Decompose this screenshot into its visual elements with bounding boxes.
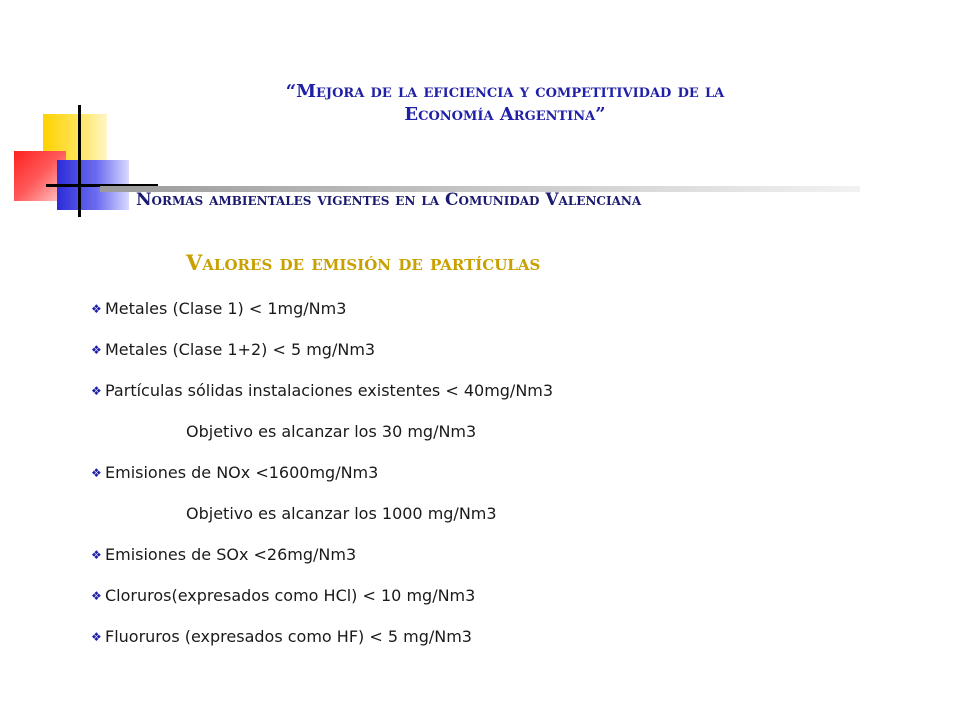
emission-list: [91, 297, 553, 666]
list-item: [91, 543, 553, 584]
list-item: [91, 379, 553, 420]
diamond-bullet-icon: ❖: [91, 343, 102, 357]
section-title: Normas ambientales vigentes en la Comunidad Valenciana: [136, 190, 642, 210]
diamond-bullet-icon: ❖: [91, 548, 102, 562]
slide-title: [150, 80, 860, 126]
diamond-bullet-icon: ❖: [91, 630, 102, 644]
diamond-bullet-icon: ❖: [91, 302, 102, 316]
list-item: [91, 461, 553, 502]
list-item: [91, 625, 553, 666]
list-item-text: Objetivo es alcanzar los 1000 mg/Nm3: [186, 504, 497, 523]
list-item: [91, 297, 553, 338]
slide-title-line2: Economía Argentina”: [404, 104, 606, 125]
list-item-text: Metales (Clase 1) < 1mg/Nm3: [105, 299, 347, 318]
list-item-text: Cloruros(expresados como HCl) < 10 mg/Nm3: [105, 586, 476, 605]
list-item: [91, 584, 553, 625]
list-item-note: [91, 420, 553, 461]
list-item-text: Objetivo es alcanzar los 30 mg/Nm3: [186, 422, 477, 441]
list-item-note: [91, 502, 553, 543]
vertical-line: [78, 105, 81, 217]
diamond-bullet-icon: ❖: [91, 589, 102, 603]
list-item: [91, 338, 553, 379]
list-item-text: Fluoruros (expresados como HF) < 5 mg/Nm3: [105, 627, 472, 646]
list-item-text: Metales (Clase 1+2) < 5 mg/Nm3: [105, 340, 376, 359]
subtitle: Valores de emisión de partículas: [186, 250, 541, 275]
slide-title-line1: “Mejora de la eficiencia y competitividad de la: [285, 81, 725, 102]
list-item-text: Emisiones de NOx <1600mg/Nm3: [105, 463, 379, 482]
diamond-bullet-icon: ❖: [91, 384, 102, 398]
list-item-text: Emisiones de SOx <26mg/Nm3: [105, 545, 357, 564]
diamond-bullet-icon: ❖: [91, 466, 102, 480]
list-item-text: Partículas sólidas instalaciones existentes < 40mg/Nm3: [105, 381, 554, 400]
